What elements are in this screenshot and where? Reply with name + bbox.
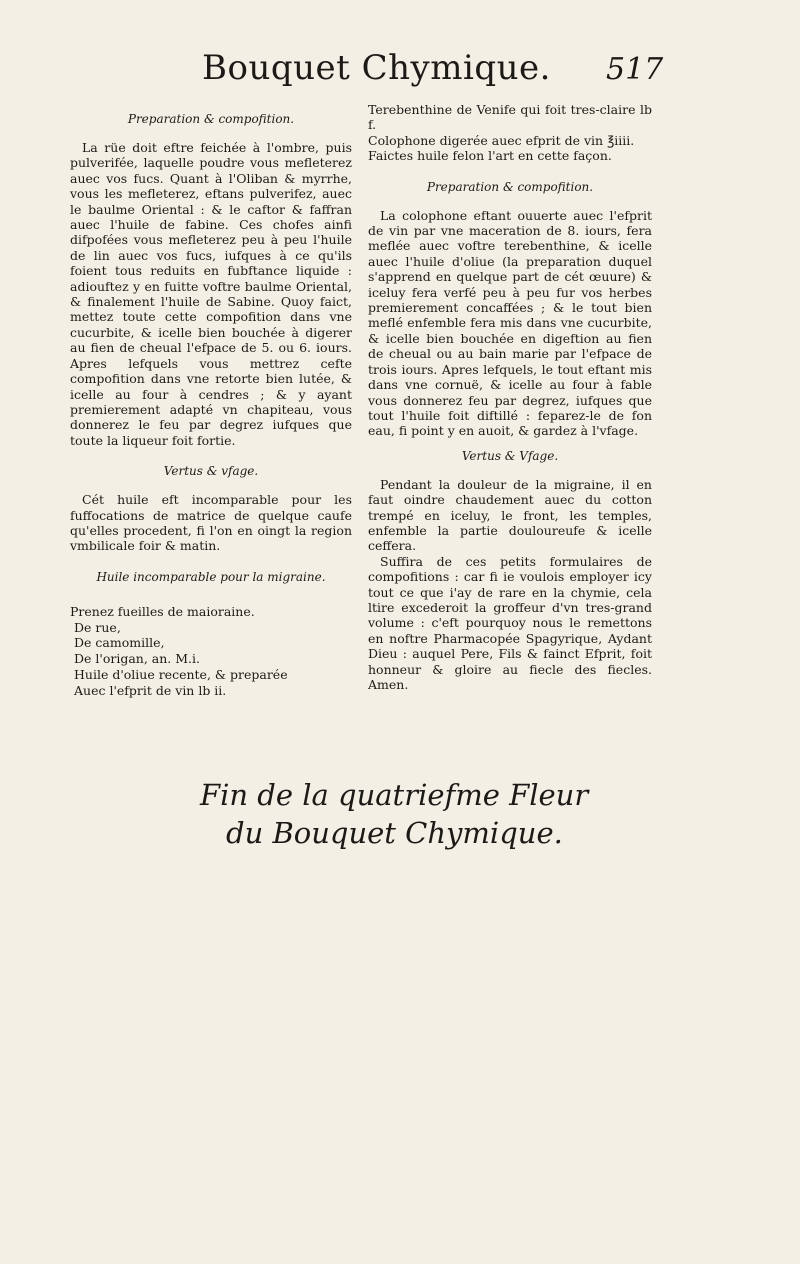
page-number: 517 — [606, 52, 664, 87]
body-paragraph: La rüe doit eftre feichée à l'ombre, puis pulverifée, laquelle poudre vous mefleterez auec vos fucs. Quant à l'Oliban & myrrhe, vous les mefleterez, eftans pulverifez, auec le baulme Oriental : & le caftor & faffran auec l'huile de fabine. Ces chofes ainfi difpofées vous mefleterez peu à peu l'huile de lin auec vos fucs, iufques à ce qu'ils foient tous reduits en fubftance liquide : adiouftez y en fuitte voftre baulme Oriental, & finalement l'huile de Sabine. Quoy faict, mettez toute cette compofition dans vne cucurbite, & icelle bien bouchée à digerer au fien de cheual l'efpace de 5. ou 6. iours. Apres lefquels vous mettrez cefte compofition dans vne retorte bien lutée, & icelle au four à cendres ; & y ayant premierement adapté vn chapiteau, vous donnerez le feu par degrez iufques que toute la liqueur foit fortie. — [70, 140, 352, 448]
recipe-line: De camomille, — [74, 635, 165, 651]
recipe-line: Faictes huile felon l'art en cette façon. — [368, 148, 612, 164]
section-heading: Vertus & Vfage. — [461, 448, 559, 463]
recipe-line: De rue, — [74, 619, 121, 635]
running-title: Bouquet Chymique. — [202, 48, 551, 88]
colophon-line: Fin de la quatriefme Fleur — [200, 778, 589, 812]
body-paragraph: Cét huile eft incomparable pour les fuffocations de matrice de quelque caufe qu'elles procedent, fi l'on en oingt la region vmbilicale foir & matin. — [70, 492, 352, 554]
recipe-line: Auec l'efprit de vin lb ii. — [74, 682, 227, 698]
section-heading: Vertus & vfage. — [163, 464, 259, 479]
recipe-heading: Huile incomparable pour la migraine. — [96, 569, 326, 584]
colophon — [200, 776, 620, 852]
body-paragraph: Pendant la douleur de la migraine, il en faut oindre chaudement auec du cotton trempé en iceluy, le front, les temples, enfemble la partie douloureufe & icelle ceffera. — [368, 476, 652, 554]
recipe-line: De l'origan, an. M.i. — [74, 651, 200, 667]
section-heading: Preparation & compofition. — [426, 179, 594, 194]
body-paragraph: Suffira de ces petits formulaires de compofitions : car fi ie voulois employer icy tout ce que i'ay de rare en la chymie, cela ltire excederoit la groffeur d'vn tres-grand volume : c'eft pourquoy nous le remettons en noftre Pharmacopée Spagyrique, Aydant Dieu : auquel Pere, Fils & fainct Efprit, foit honneur & gloire au fiecle des fiecles. Amen. — [368, 553, 652, 692]
section-heading: Preparation & compofition. — [127, 112, 295, 126]
left-column — [70, 102, 352, 699]
running-head — [0, 48, 800, 96]
body-paragraph: La colophone eftant ouuerte auec l'efprit de vin par vne maceration de 8. iours, fera meflée auec voftre terebenthine, & icelle auec l'huile d'oliue (la preparation duquel s'apprend en quelque part de cét œuure) & iceluy fera verfé peu à peu fur vos herbes premierement concaffées ; & le tout bien meflé enfemble fera mis dans vne cucurbite, & icelle bien bouchée en digeftion au fien de cheual ou au bain marie par l'efpace de trois iours. Apres lefquels, le tout eftant mis dans vne cornuë, & icelle au four à fable vous donnerez feu par degrez, iufques que tout l'huile foit diftillé : feparez-le de fon eau, fi point y en auoit, & gardez à l'vfage. — [368, 207, 652, 439]
colophon-line: du Bouquet Chymique. — [226, 816, 563, 850]
recipe-line: Colophone digerée auec efprit de vin ℥iiii. — [368, 132, 635, 148]
recipe-line: Huile d'oliue recente, & preparée — [74, 666, 288, 682]
right-column — [368, 102, 652, 692]
recipe-line: Terebenthine de Venife qui foit tres-claire lb f. — [368, 102, 652, 133]
recipe-line: Prenez fueilles de maioraine. — [70, 603, 255, 619]
